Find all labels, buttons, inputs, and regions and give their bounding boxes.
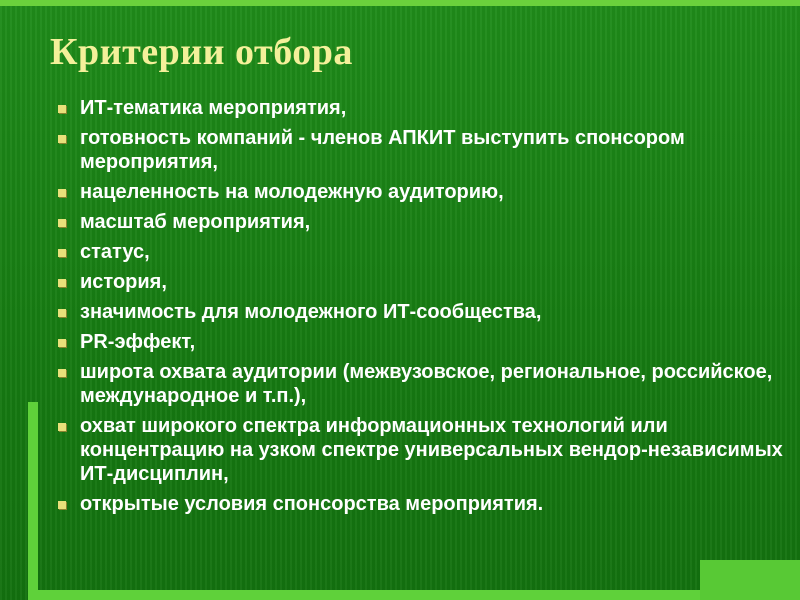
bottom-right-accent-block — [700, 560, 800, 600]
square-bullet-icon — [58, 219, 66, 227]
criteria-list — [56, 96, 786, 522]
list-item-text: нацеленность на молодежную аудиторию, — [80, 181, 504, 203]
left-accent-bar — [28, 402, 38, 600]
square-bullet-icon — [58, 279, 66, 287]
list-item — [56, 210, 786, 234]
top-accent-stripe — [0, 0, 800, 6]
square-bullet-icon — [58, 369, 66, 377]
list-item-text: масштаб мероприятия, — [80, 211, 311, 233]
list-item — [56, 414, 786, 486]
square-bullet-icon — [58, 501, 66, 509]
square-bullet-icon — [58, 339, 66, 347]
list-item — [56, 126, 786, 174]
list-item-text: открытые условия спонсорства мероприятия. — [80, 493, 544, 515]
square-bullet-icon — [58, 249, 66, 257]
list-item-text: широта охвата аудитории (межвузовское, региональное, российское, международное и т.п.), — [80, 361, 773, 407]
list-item-text: PR-эффект, — [80, 331, 196, 353]
list-item — [56, 330, 786, 354]
list-item — [56, 96, 786, 120]
list-item-text: история, — [80, 271, 167, 293]
square-bullet-icon — [58, 423, 66, 431]
list-item-text: готовность компаний - членов АПКИТ выступить спонсором мероприятия, — [80, 127, 685, 173]
list-item — [56, 270, 786, 294]
list-item — [56, 492, 786, 516]
square-bullet-icon — [58, 309, 66, 317]
bottom-accent-bar — [28, 590, 800, 600]
list-item — [56, 360, 786, 408]
list-item-text: охват широкого спектра информационных технологий или концентрацию на узком спектре универсальных вендор-независимых ИТ-дисциплин, — [80, 415, 783, 485]
list-item-text: ИТ-тематика мероприятия, — [80, 97, 347, 119]
list-item — [56, 240, 786, 264]
square-bullet-icon — [58, 135, 66, 143]
square-bullet-icon — [58, 189, 66, 197]
square-bullet-icon — [58, 105, 66, 113]
list-item — [56, 300, 786, 324]
list-item-text: значимость для молодежного ИТ-сообщества, — [80, 301, 542, 323]
list-item — [56, 180, 786, 204]
list-item-text: статус, — [80, 241, 150, 263]
slide-title: Критерии отбора — [50, 31, 353, 73]
